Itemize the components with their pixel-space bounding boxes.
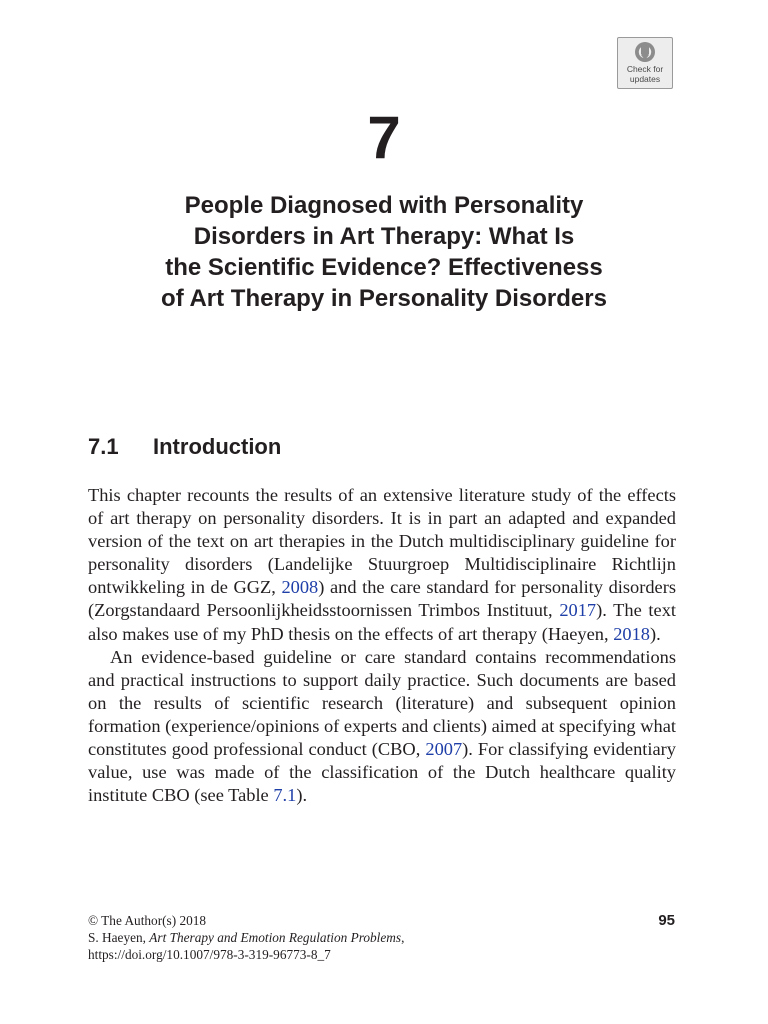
crossmark-icon [632,40,658,64]
page-number: 95 [658,912,675,929]
footer [88,912,676,963]
table-reference-link[interactable]: 7.1 [273,785,297,806]
paragraph [88,484,676,646]
badge-label-line1: Check for [626,64,664,74]
check-for-updates-badge[interactable] [617,37,673,89]
chapter-title-line: the Scientific Evidence? Effectiveness [165,254,603,281]
citation-link[interactable]: 2007 [425,739,463,760]
citation-link[interactable]: 2017 [559,600,597,621]
paragraph-text: ). For classifying evidentiary value, use was made of the classification of the Dutch healthcare quality institute CBO (see Table [88,739,676,806]
author-name: S. Haeyen, [88,930,150,945]
citation-link[interactable]: 2008 [281,577,319,598]
body-text [88,484,676,807]
punctuation: , [401,930,405,945]
paragraph-text: ). [649,623,661,644]
paragraph-text: This chapter recounts the results of an extensive literature study of the effects of art therapy on personality disorders. It is in part an adapted and expanded version of the text on art therapies in the Dutch multidisciplinary guideline for personality disorders (Landelijke Stuurgroep Multidisciplinaire Richtlijn ontwikkeling in de GGZ, [88,485,676,598]
chapter-title-line: People Diagnosed with Personality [184,192,584,219]
paragraph-text: ) and the care standard for personality disorders (Zorgstandaard Persoonlijkheidsstoornissen Trimbos Instituut, [88,577,676,621]
paragraph-text: An evidence-based guideline or care standard contains recommendations and practical instructions to support daily practice. Such documents are based on the results of scientific research (literature) and subsequent opinion formation (experience/opinions of experts and clients) aimed at specifying what constitutes good professional conduct (CBO, [88,646,676,760]
paragraph-text: ). The text also makes use of my PhD thesis on the effects of art therapy (Haeyen, [88,600,676,644]
section-heading [88,432,688,462]
chapter-title-line: Disorders in Art Therapy: What Is [193,223,575,250]
citation-line [88,929,676,946]
copyright-line: © The Author(s) 2018 [88,913,207,928]
badge-label-line2: updates [629,74,661,84]
book-title: Art Therapy and Emotion Regulation Problems [149,930,402,945]
chapter-title [80,190,688,314]
paragraph-text: ). [296,785,308,806]
chapter-number: 7 [367,104,401,171]
section-number: 7.1 [88,434,119,459]
doi-link[interactable]: https://doi.org/10.1007/978-3-319-96773-8_7 [88,947,331,962]
citation-link[interactable]: 2018 [613,623,650,644]
paragraph [88,646,676,808]
section-title: Introduction [153,434,282,459]
chapter-title-line: of Art Therapy in Personality Disorders [161,285,607,312]
